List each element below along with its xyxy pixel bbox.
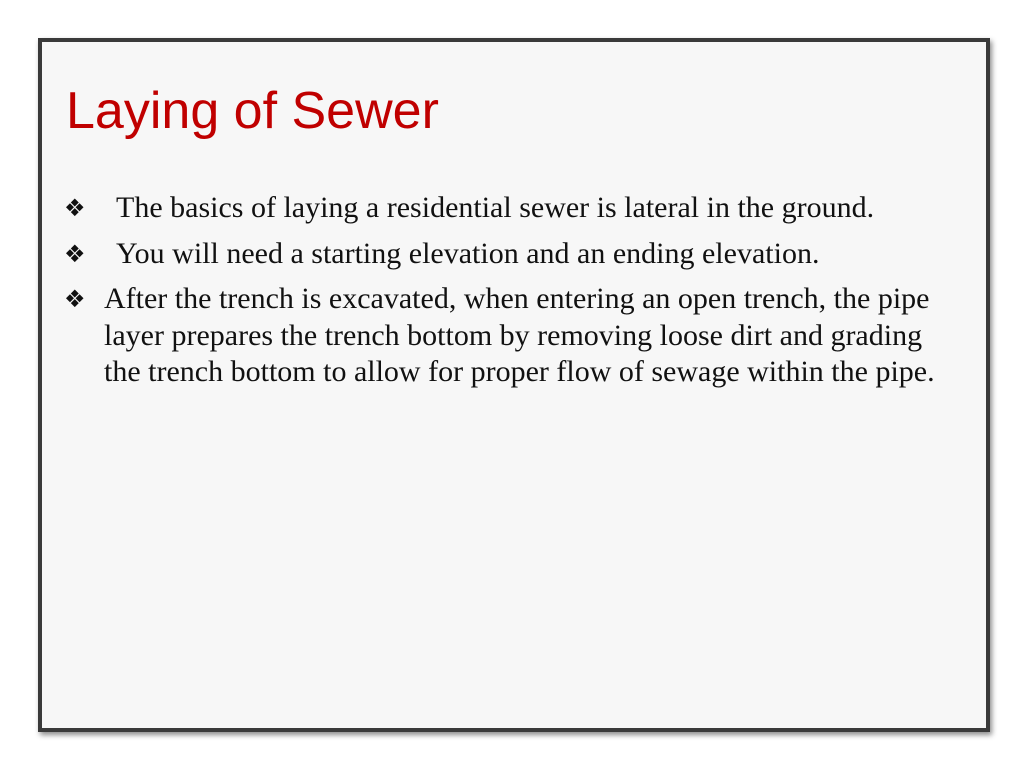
bullet-item bbox=[64, 281, 964, 391]
bullet-item bbox=[64, 190, 964, 227]
diamond-bullet-icon: ❖ bbox=[64, 285, 86, 314]
diamond-bullet-icon: ❖ bbox=[64, 194, 86, 222]
slide-frame bbox=[38, 38, 990, 732]
bullet-list bbox=[64, 190, 964, 400]
slide-title: Laying of Sewer bbox=[66, 82, 439, 140]
bullet-text: The basics of laying a residential sewer is lateral in the ground. bbox=[116, 191, 875, 224]
diamond-bullet-icon: ❖ bbox=[64, 239, 86, 268]
bullet-text: You will need a starting elevation and an ending elevation. bbox=[116, 236, 820, 270]
bullet-text: After the trench is excavated, when entering an open trench, the pipe layer prepares the trench bottom by removing loose dirt and grading the trench bottom to allow for proper flow of sewage within the pipe. bbox=[104, 282, 935, 389]
bullet-item bbox=[64, 236, 964, 273]
